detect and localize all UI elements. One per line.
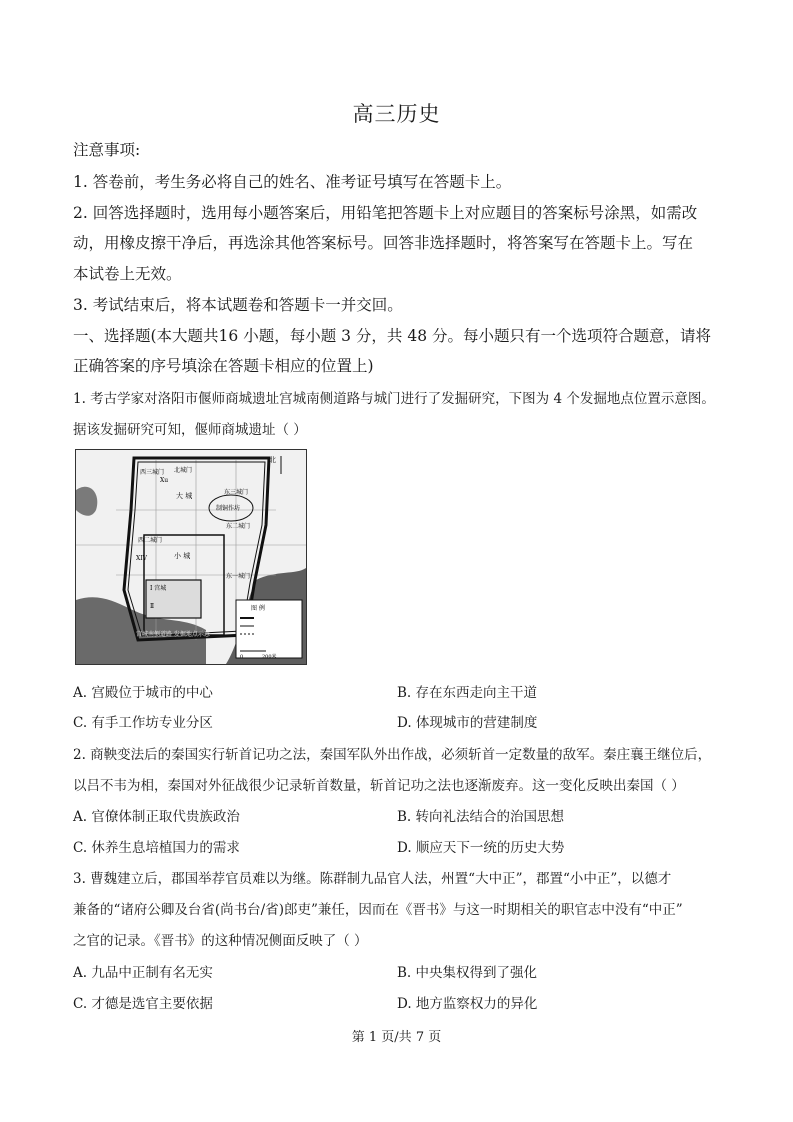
- legend-box: [236, 600, 302, 658]
- page-title: 高三历史: [352, 102, 441, 126]
- map-bottom-caption: 宫城南侧道路 发掘地点示意: [136, 631, 210, 638]
- notice-heading: 注意事项:: [73, 141, 141, 159]
- map-label-east-gate3: 东三城门: [224, 489, 249, 496]
- q1-option-d[interactable]: D. 体现城市的营建制度: [397, 715, 538, 731]
- map-label-north-gate: 北城门: [174, 467, 193, 474]
- q3-option-b[interactable]: B. 中央集权得到了强化: [397, 965, 538, 981]
- site-map: [76, 450, 306, 664]
- notice-item-2-cont: 动，用橡皮擦干净后，再选涂其他答案标号。回答非选择题时，将答案写在答题卡上。写在: [73, 234, 694, 252]
- q1-option-a[interactable]: A. 宫殿位于城市的中心: [73, 685, 213, 701]
- section-heading-cont: 正确答案的序号填涂在答题卡相应的位置上): [73, 357, 374, 375]
- map-scale-200: 200米: [262, 654, 277, 660]
- map-label-east-gate2: 东二城门: [226, 523, 251, 530]
- page-footer: 第 1 页/共 7 页: [351, 1030, 442, 1045]
- notice-item-3: 3. 考试结束后，将本试题卷和答题卡一并交回。: [73, 296, 403, 314]
- map-label-palace: I 宫城: [150, 585, 167, 592]
- map-label-xu: Xu: [160, 477, 169, 484]
- q2-option-d[interactable]: D. 顺应天下一统的历史大势: [397, 840, 565, 856]
- q1-stem: 1. 考古学家对洛阳市偃师商城遗址宫城南侧道路与城门进行了发掘研究，下图为 4 个发掘地点位置示意图。: [73, 391, 715, 407]
- q3-stem-cont: 兼备的“诸府公卿及台省(尚书台/省)郎吏”兼任，因而在《晋书》与这一时期相关的职官志中没有“中正”: [73, 902, 683, 918]
- map-label-east-gate1: 东一城门: [226, 573, 251, 580]
- site-map-figure: [75, 449, 307, 665]
- section-heading: 一、选择题(本大题共16 小题，每小题 3 分，共 48 分。每小题只有一个选项符合题意，请将: [73, 327, 711, 345]
- notice-item-2-end: 本试卷上无效。: [73, 265, 182, 283]
- notice-item-1: 1. 答卷前，考生务必将自己的姓名、准考证号填写在答题卡上。: [73, 173, 512, 191]
- map-label-xiv: XIV: [136, 555, 147, 562]
- q2-stem-cont: 以吕不韦为相，秦国对外征战很少记录斩首数量，斩首记功之法也逐渐废弃。这一变化反映出秦国（ ）: [73, 778, 685, 794]
- q3-stem-end: 之官的记录。《晋书》的这种情况侧面反映了（ ）: [73, 933, 368, 949]
- q3-option-d[interactable]: D. 地方监察权力的异化: [397, 996, 538, 1012]
- q1-option-b[interactable]: B. 存在东西走向主干道: [397, 685, 538, 701]
- q2-option-b[interactable]: B. 转向礼法结合的治国思想: [397, 809, 565, 825]
- map-north-label: 北: [269, 456, 276, 464]
- map-label-workshop: 制铜作坊: [216, 505, 241, 512]
- q3-option-a[interactable]: A. 九品中正制有名无实: [73, 965, 213, 981]
- q2-stem: 2. 商鞅变法后的秦国实行斩首记功之法，秦国军队外出作战，必须斩首一定数量的敌军。秦庄襄王继位后，: [73, 747, 712, 763]
- map-label-big-city: 大 城: [176, 492, 193, 500]
- q3-stem: 3. 曹魏建立后，郡国举荐官员难以为继。陈群制九品官人法，州置“大中正”，郡置“小中正”，以德才: [73, 871, 672, 887]
- map-label-small-city: 小 城: [174, 552, 191, 560]
- q1-option-c[interactable]: C. 有手工作坊专业分区: [73, 715, 213, 731]
- map-label-west-gate2: 西二城门: [138, 537, 163, 544]
- map-legend-title: 图 例: [251, 605, 265, 612]
- map-scale-0: 0: [240, 654, 244, 660]
- q2-option-a[interactable]: A. 官僚体制正取代贵族政治: [73, 809, 240, 825]
- notice-item-2: 2. 回答选择题时，选用每小题答案后，用铅笔把答题卡上对应题目的答案标号涂黑，如需改: [73, 204, 698, 222]
- q1-stem-cont: 据该发掘研究可知，偃师商城遗址（ ）: [73, 422, 307, 438]
- map-label-gong: Ⅱ: [150, 603, 155, 610]
- q2-option-c[interactable]: C. 休养生息培植国力的需求: [73, 840, 240, 856]
- q3-option-c[interactable]: C. 才德是选官主要依据: [73, 996, 213, 1012]
- map-label-west-gate3: 西三城门: [140, 469, 165, 476]
